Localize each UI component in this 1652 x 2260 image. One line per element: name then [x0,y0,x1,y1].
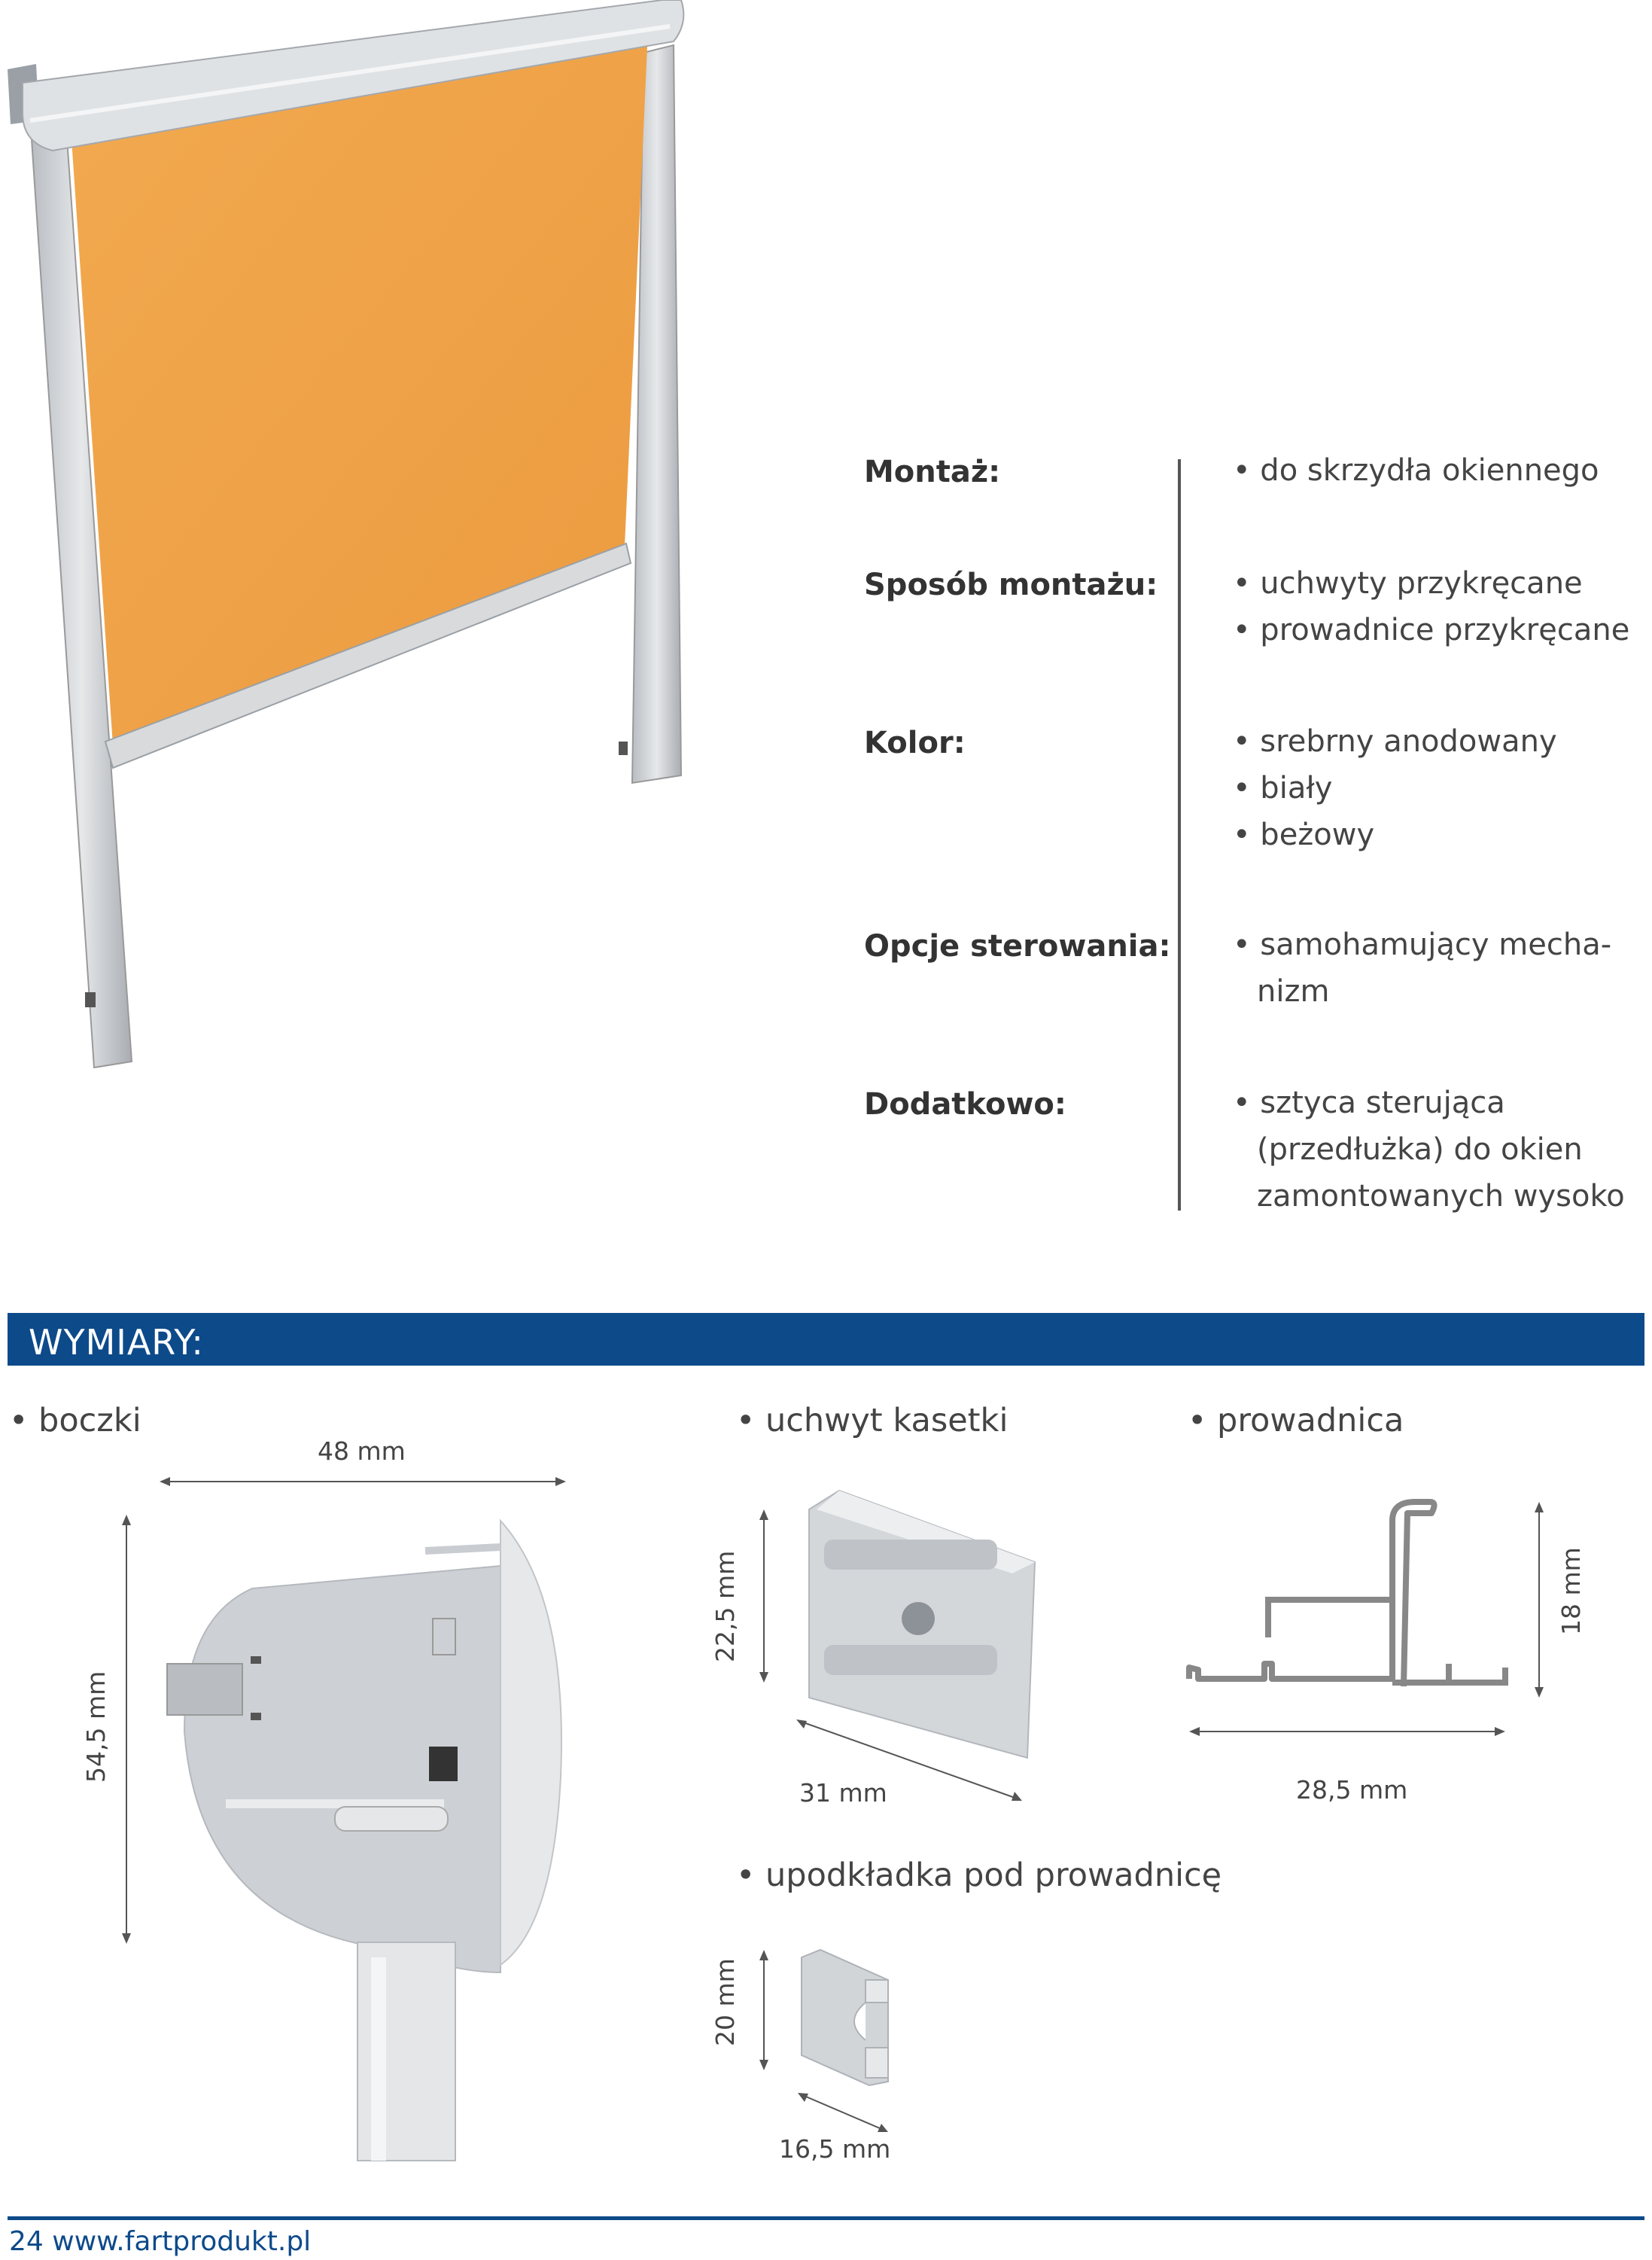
dim-arrow-uchwyt-width [796,1718,1022,1808]
spec-label-dodatkowo: Dodatkowo: [864,1087,1066,1122]
spec-value-kolor-2: • biały [1233,771,1333,806]
dim-arrow-prowadnica-height [1532,1502,1547,1698]
spec-value-dodatkowo-2: (przedłużka) do okien [1257,1132,1583,1167]
spec-value-montaz: • do skrzydła okiennego [1233,453,1599,488]
dim-arrow-uchwyt-height [756,1509,771,1683]
dim-podkladka-width: 16,5 mm [779,2134,891,2164]
part-label-boczki: • boczki [9,1402,141,1439]
part-label-uchwyt: • uchwyt kasetki [736,1402,1009,1439]
boczki-side-part-drawing [169,1506,561,2168]
footer-page-url[interactable]: 24 www.fartprodukt.pl [9,2226,312,2257]
spec-label-montaz: Montaż: [864,455,1001,489]
spec-value-sposob-1: • uchwyty przykręcane [1233,566,1583,601]
dim-arrow-prowadnica-width [1189,1724,1505,1739]
spec-value-opcje-1: • samohamujący mecha- [1233,927,1612,962]
roller-blind-illustration [0,0,707,1084]
spec-label-kolor: Kolor: [864,726,966,760]
dim-prowadnica-width: 28,5 mm [1296,1775,1408,1805]
spec-value-opcje-2: nizm [1257,974,1330,1009]
spec-value-kolor-1: • srebrny anodowany [1233,724,1557,759]
part-label-prowadnica: • prowadnica [1188,1402,1404,1439]
dim-podkladka-height: 20 mm [710,1958,740,2046]
spec-value-dodatkowo-3: zamontowanych wysoko [1257,1179,1625,1214]
dim-arrow-podkladka-width [798,2091,888,2137]
spec-value-sposob-2: • prowadnice przykręcane [1233,613,1630,647]
dim-uchwyt-height: 22,5 mm [710,1550,740,1662]
dim-uchwyt-width: 31 mm [799,1778,887,1808]
dim-boczki-height: 54,5 mm [81,1671,111,1783]
footer-divider [8,2216,1644,2220]
prowadnica-profile-drawing [1189,1498,1513,1701]
dim-arrow-boczki-width [160,1474,566,1489]
section-header-band [8,1313,1644,1366]
part-label-podkladka: • upodkładka pod prowadnicę [736,1856,1222,1894]
dim-prowadnica-height: 18 mm [1556,1547,1586,1635]
dim-arrow-boczki-height [119,1515,134,1944]
uchwyt-kasetki-drawing [794,1487,1042,1758]
spec-value-kolor-3: • beżowy [1233,818,1375,852]
podkladka-drawing [798,1950,896,2085]
dim-arrow-podkladka-height [756,1950,771,2070]
dim-boczki-width: 48 mm [318,1436,406,1466]
spec-label-opcje: Opcje sterowania: [864,929,1171,964]
section-title: WYMIARY: [29,1322,204,1363]
spec-value-dodatkowo-1: • sztyca sterująca [1233,1086,1505,1120]
spec-label-sposob: Sposób montażu: [864,568,1158,602]
specs-divider [1178,459,1181,1211]
